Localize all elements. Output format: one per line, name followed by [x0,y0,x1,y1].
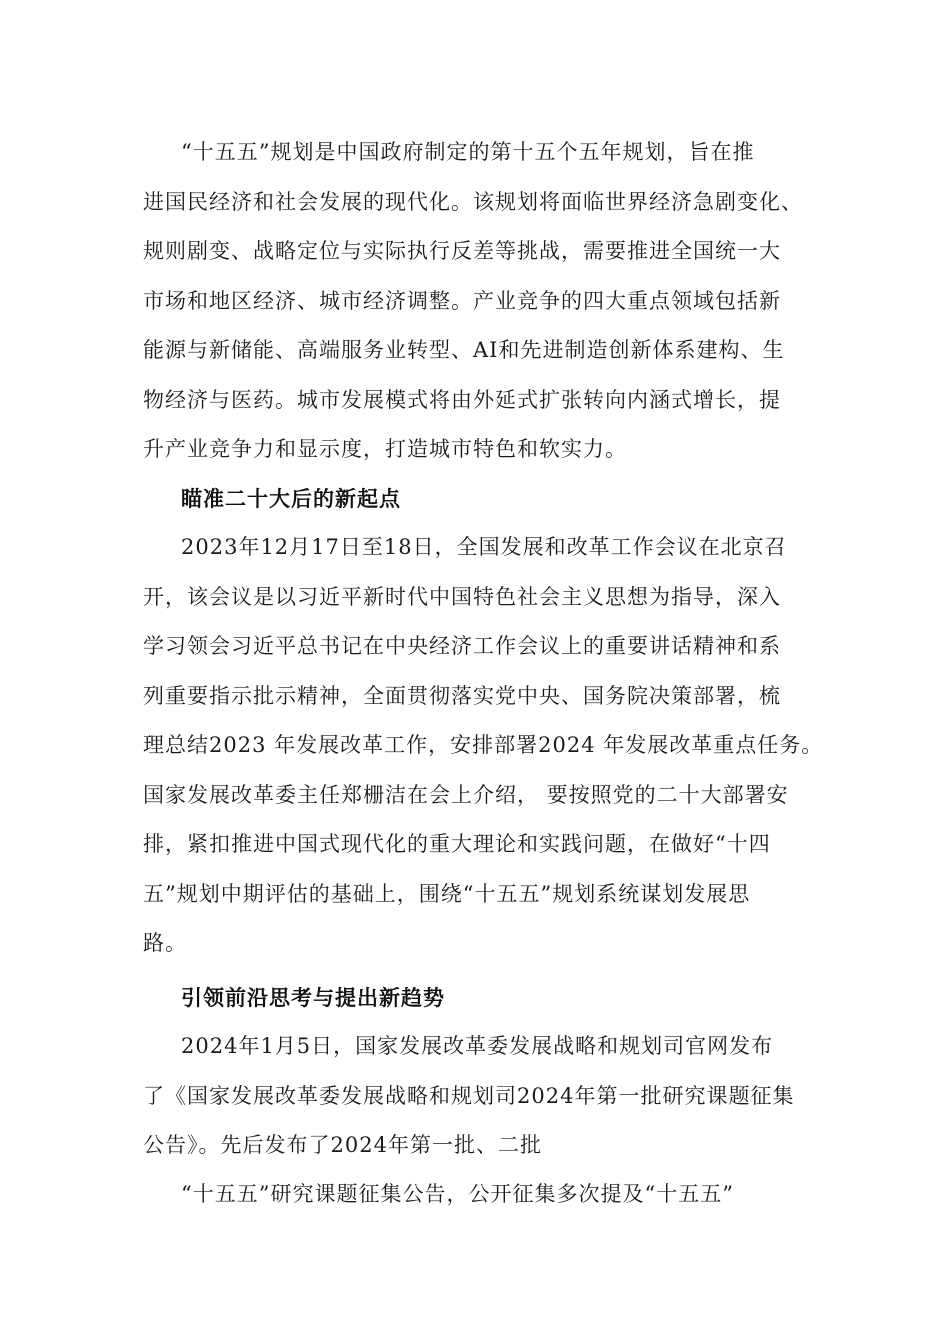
text-line: 路。 [143,931,187,955]
text-line: 市场和地区经济、城市经济调整。产业竞争的四大重点领域包括新 [143,288,781,313]
text-line: 五”规划中期评估的基础上，围绕“十五五”规划系统谋划发展思 [143,881,751,906]
text-line: 进国民经济和社会发展的现代化。该规划将面临世界经济急剧变化、 [143,189,803,214]
text-line: 规则剧变、战略定位与实际执行反差等挑战，需要推进全国统一大 [143,239,781,263]
text-line: “十五五”研究课题征集公告，公开征集多次提及“十五五” [181,1182,734,1206]
text-line: 公告》。先后发布了2024年第一批、二批 [143,1133,542,1157]
paragraph-conference [143,523,827,969]
text-line: 理总结2023 年发展改革工作，安排部署2024 年发展改革重点任务。 [143,733,824,757]
paragraph-research-announcement [143,1022,827,1171]
text-line: 开，该会议是以习近平新时代中国特色社会主义思想为指导，深入 [143,584,781,609]
section-heading-frontier-thinking: 引领前沿思考与提出新趋势 [181,986,445,1010]
text-line: “十五五”规划是中国政府制定的第十五个五年规划，旨在推 [181,140,755,164]
text-line: 2024年1月5日，国家发展改革委发展战略和规划司官网发布 [181,1034,774,1058]
text-line: 2023年12月17日至18日，全国发展和改革工作会议在北京召 [181,535,787,559]
text-line: 升产业竞争力和显示度，打造城市特色和软实力。 [143,437,627,461]
text-line: 能源与新储能、高端服务业转型、AI和先进制造创新体系建构、生 [143,338,785,362]
paragraph-plan-overview [143,128,827,475]
text-line: 学习领会习近平总书记在中央经济工作会议上的重要讲话精神和系 [143,634,781,658]
section-heading-new-starting-point: 瞄准二十大后的新起点 [181,487,401,511]
text-line: 了《国家发展改革委发展战略和规划司2024年第一批研究课题征集 [143,1083,795,1108]
text-line: 物经济与医药。城市发展模式将由外延式扩张转向内涵式增长，提 [143,387,781,412]
paragraph-research-topics [143,1170,827,1220]
text-line: 排，紧扣推进中国式现代化的重大理论和实践问题，在做好“十四 [143,832,771,856]
text-line: 国家发展改革委主任郑栅洁在会上介绍， 要按照党的二十大部署安 [143,782,789,807]
text-line: 列重要指示批示精神，全面贯彻落实党中央、国务院决策部署，梳 [143,683,781,708]
